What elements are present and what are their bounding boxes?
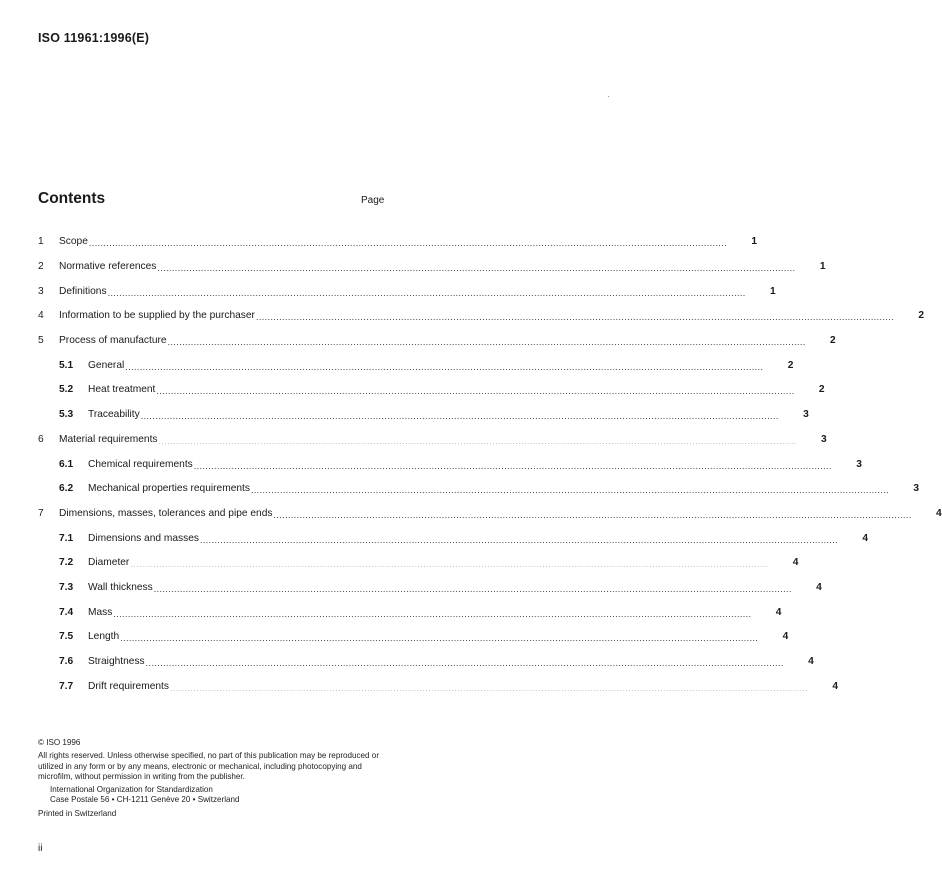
toc-entry-number: 4 (38, 310, 44, 322)
toc-entry-number: 5.2 (59, 384, 74, 396)
toc-entry[interactable] (38, 526, 869, 551)
dot-leader: ............................................................................................................................................................................................................................ (250, 485, 890, 496)
toc-entry-page: 3 (820, 433, 827, 445)
dot-leader: ............................................................................................................................................................................................................................ (107, 287, 746, 298)
document-id: ISO 11961:1996(E) (38, 31, 150, 45)
toc-entry-title: Mechanical properties requirements (88, 483, 250, 495)
toc-entry-title: Normative references (59, 261, 157, 273)
toc-entry[interactable] (38, 279, 776, 304)
toc-entry-page: 4 (775, 606, 782, 618)
dot-leader: ............................................................................................................................................................................................................................ (156, 386, 795, 397)
dot-leader: ............................................................................................................................................................................................................................ (167, 337, 806, 348)
toc-entry-number: 7.4 (59, 606, 74, 618)
toc-entry-page: 4 (935, 507, 942, 519)
dot-leader: ............................................................................................................................................................................................................................ (158, 435, 797, 446)
dot-leader: ............................................................................................................................................................................................................................ (255, 312, 895, 323)
dot-leader: ............................................................................................................................................................................................................................ (169, 682, 809, 693)
toc-entry-number: 5.1 (59, 359, 74, 371)
toc-entry-page: 1 (770, 285, 776, 297)
toc-entry-number: 1 (38, 236, 44, 248)
toc-entry-title: Material requirements (59, 433, 158, 445)
toc-entry-number: 6.2 (59, 483, 74, 495)
dot-leader: ............................................................................................................................................................................................................................ (140, 411, 779, 422)
toc-entry[interactable] (38, 255, 826, 280)
contents-heading: Contents (38, 190, 106, 207)
toc-entry-page: 2 (830, 335, 836, 347)
toc-entry-page: 4 (782, 631, 789, 643)
toc-entry-number: 7.1 (59, 532, 74, 544)
rights-statement: All rights reserved. Unless otherwise specified, no part of this publication may be reproduced or utilized in any form or by any means, electronic or mechanical, including photocopying and microfilm, without permission in writing from the publisher. (38, 751, 380, 781)
toc-entry-page: 2 (818, 384, 825, 396)
toc-entry[interactable] (38, 502, 942, 527)
toc-entry-number: 7.6 (59, 656, 74, 668)
table-of-contents (38, 230, 942, 699)
dot-leader: ............................................................................................................................................................................................................................ (193, 460, 832, 471)
organization-address: Case Postale 56 • CH-1211 Genève 20 • Switzerland (50, 795, 240, 805)
dot-leader: ............................................................................................................................................................................................................................ (273, 509, 912, 520)
toc-entry-page: 3 (803, 409, 809, 421)
toc-entry-title: Dimensions and masses (88, 532, 199, 544)
page-number: ii (38, 843, 43, 854)
toc-entry-title: Process of manufacture (59, 335, 167, 347)
toc-entry-title: Traceability (88, 409, 140, 421)
dot-leader: ............................................................................................................................................................................................................................ (145, 658, 784, 669)
toc-entry-number: 5 (38, 335, 44, 347)
toc-entry[interactable] (38, 329, 836, 354)
toc-entry-page: 4 (816, 581, 822, 593)
toc-entry-title: Chemical requirements (88, 458, 193, 470)
dot-leader: ............................................................................................................................................................................................................................ (153, 583, 792, 594)
toc-entry-number: 7.3 (59, 581, 74, 593)
toc-entry-title: Straightness (88, 656, 145, 668)
dot-leader: ............................................................................................................................................................................................................................ (130, 559, 769, 570)
toc-entry-number: 7.2 (59, 557, 74, 569)
printed-in: Printed in Switzerland (38, 808, 117, 818)
toc-entry[interactable] (38, 576, 822, 601)
toc-entry-page: 2 (787, 359, 794, 371)
page-column-label: Page (361, 195, 385, 206)
toc-entry-title: Length (88, 631, 120, 643)
toc-entry-page: 1 (819, 261, 826, 273)
toc-entry[interactable] (38, 477, 920, 502)
toc-entry-page: 1 (751, 236, 757, 248)
toc-entry[interactable] (38, 551, 799, 576)
scan-speck (608, 96, 609, 97)
toc-entry-number: 3 (38, 285, 44, 297)
toc-entry-title: Heat treatment (88, 384, 156, 396)
toc-entry[interactable] (38, 353, 794, 378)
toc-entry-number: 5.3 (59, 409, 74, 421)
toc-entry-number: 2 (38, 261, 44, 273)
dot-leader: ............................................................................................................................................................................................................................ (199, 534, 839, 545)
toc-entry[interactable] (38, 625, 789, 650)
toc-entry-page: 4 (862, 532, 869, 544)
toc-entry-title: Wall thickness (88, 581, 153, 593)
toc-entry-title: Drift requirements (88, 680, 169, 692)
dot-leader: ............................................................................................................................................................................................................................ (120, 633, 759, 644)
toc-entry-title: General (88, 359, 125, 371)
toc-entry-number: 7.7 (59, 680, 74, 692)
toc-entry-title: Diameter (88, 557, 130, 569)
toc-entry-number: 6.1 (59, 458, 74, 470)
toc-entry-page: 3 (913, 483, 920, 495)
toc-entry-title: Mass (88, 606, 113, 618)
toc-entry-title: Definitions (59, 285, 107, 297)
toc-entry[interactable] (38, 674, 839, 699)
toc-entry-page: 3 (856, 458, 862, 470)
toc-entry[interactable] (38, 428, 827, 453)
dot-leader: ............................................................................................................................................................................................................................ (88, 238, 727, 249)
dot-leader: ............................................................................................................................................................................................................................ (113, 608, 752, 619)
toc-entry[interactable] (38, 230, 757, 255)
toc-entry[interactable] (38, 304, 925, 329)
toc-entry-number: 7 (38, 507, 44, 519)
toc-entry-page: 2 (918, 310, 925, 322)
toc-entry[interactable] (38, 452, 862, 477)
organization-name: International Organization for Standardization (50, 785, 213, 795)
toc-entry[interactable] (38, 403, 809, 428)
toc-entry[interactable] (38, 650, 814, 675)
toc-entry[interactable] (38, 378, 825, 403)
dot-leader: ............................................................................................................................................................................................................................ (125, 361, 764, 372)
toc-entry-number: 6 (38, 433, 44, 445)
toc-entry-page: 4 (808, 656, 814, 668)
toc-entry-title: Scope (59, 236, 88, 248)
copyright-notice (38, 738, 388, 819)
toc-entry[interactable] (38, 600, 782, 625)
toc-entry-title: Dimensions, masses, tolerances and pipe ends (59, 507, 273, 519)
toc-entry-page: 4 (832, 680, 839, 692)
toc-entry-page: 4 (792, 557, 799, 569)
dot-leader: ............................................................................................................................................................................................................................ (157, 263, 796, 274)
toc-entry-number: 7.5 (59, 631, 74, 643)
toc-entry-title: Information to be supplied by the purchaser (59, 310, 255, 322)
copyright-line: © ISO 1996 (38, 738, 81, 747)
